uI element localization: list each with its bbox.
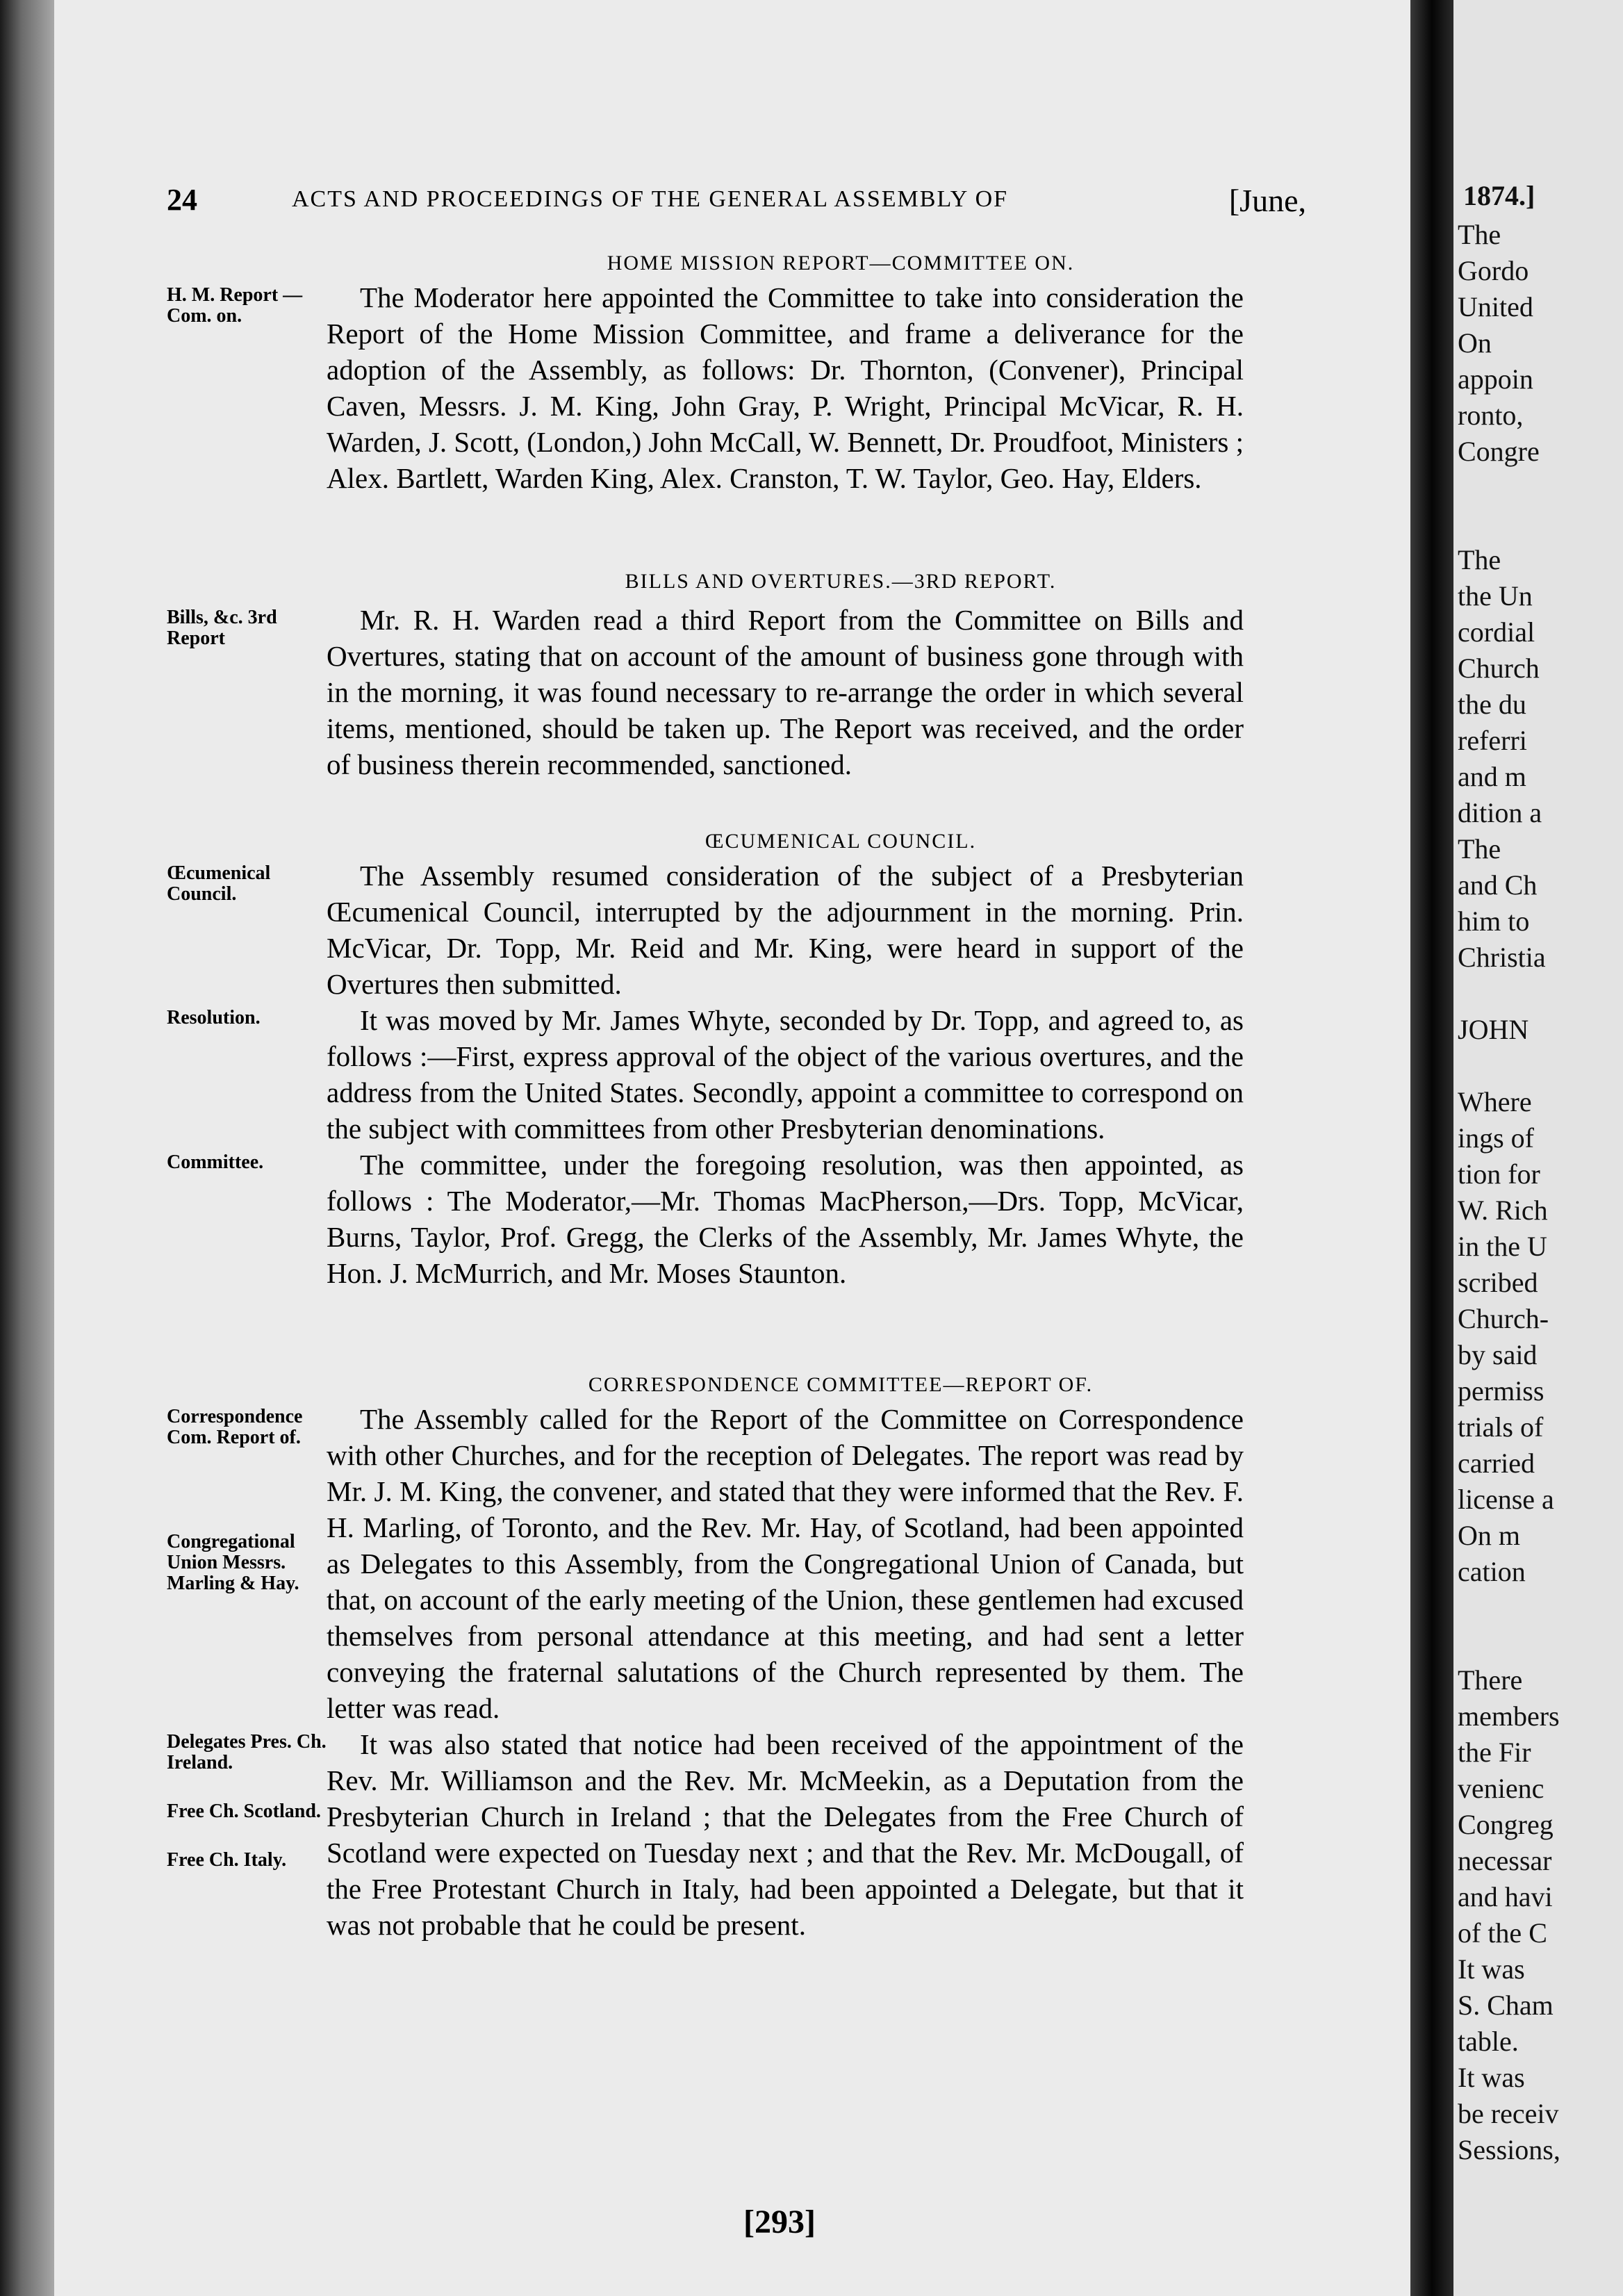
facing-page-line: The: [1458, 833, 1501, 864]
facing-page-line: On m: [1458, 1520, 1520, 1551]
section-bills-overtures: [167, 570, 1306, 782]
facing-page-line: Christia: [1458, 942, 1546, 973]
facing-page-line: ronto,: [1458, 400, 1524, 431]
facing-page-line: ings of: [1458, 1122, 1534, 1154]
facing-page-line: tion for: [1458, 1158, 1540, 1190]
facing-page-line: dition a: [1458, 797, 1542, 828]
facing-page-line: The: [1458, 544, 1501, 575]
section-oecumenical-council: [167, 830, 1306, 1291]
margin-note: Delegates Pres. Ch. Ireland.: [167, 1731, 327, 1773]
facing-page-line: Church: [1458, 653, 1540, 684]
running-title: ACTS AND PROCEEDINGS OF THE GENERAL ASSEMBLY OF: [292, 186, 1009, 212]
facing-page-line: him to: [1458, 905, 1530, 937]
facing-page-fragment: [1453, 0, 1623, 2296]
section-home-mission: [167, 252, 1306, 496]
margin-note: Bills, &c. 3rd Report: [167, 607, 277, 649]
facing-page-line: [1453, 976, 1623, 1012]
facing-page-line: Congre: [1458, 436, 1540, 467]
paragraph: The Assembly called for the Report of the Committee on Correspondence with other Churches, and for the reception of Delegates. The report was read by Mr. J. M. King, the convener, and stated that they were informed that the Rev. F. H. Marling, of Toronto, and the Rev. Mr. Hay, of Scotland, had been appointed as Delegates to this Assembly, from the Congregational Union of Canada, but that, on account of the early meeting of the Union, these gentlemen had excused themselves from personal attendance at this meeting, and had sent a letter conveying the fraternal salutations of the Church represented by them. The letter was read.: [327, 1403, 1244, 1724]
facing-page-line: It was: [1458, 1953, 1525, 1985]
facing-page-line: Where: [1458, 1086, 1532, 1117]
margin-note: Congregational Union Messrs. Marling & Hay.: [167, 1531, 299, 1594]
section-correspondence-committee: [167, 1373, 1306, 1943]
page-signature: [293]: [743, 2204, 816, 2240]
facing-page-line: the Fir: [1458, 1737, 1531, 1768]
facing-page-line: [1453, 470, 1623, 506]
facing-page-line: and m: [1458, 761, 1526, 792]
margin-note: H. M. Report —Com. on.: [167, 284, 303, 327]
facing-page-line: and Ch: [1458, 869, 1538, 901]
facing-page-line: W. Rich: [1458, 1195, 1548, 1226]
facing-page-line: S. Cham: [1458, 1990, 1554, 2021]
paragraph: The Assembly resumed consideration of the subject of a Presbyterian Œcumenical Council, interrupted by the adjournment in the morning. Prin. McVicar, Dr. Topp, Mr. Reid and Mr. King, were heard in support of the Overtures then submitted.: [327, 860, 1244, 1000]
scan-edge-left: [0, 0, 54, 2296]
margin-note: Resolution.: [167, 1007, 261, 1028]
facing-page-line: venienc: [1458, 1773, 1544, 1804]
facing-page-line: license a: [1458, 1484, 1554, 1515]
facing-page-line: [1453, 1048, 1623, 1084]
facing-page-line: referri: [1458, 725, 1527, 756]
facing-page-line: carried: [1458, 1448, 1535, 1479]
facing-page-line: scribed: [1458, 1267, 1538, 1298]
facing-page-line: in the U: [1458, 1231, 1547, 1262]
margin-note: Committee.: [167, 1151, 264, 1173]
facing-page-line: permiss: [1458, 1375, 1544, 1407]
book-gutter: [1410, 0, 1453, 2296]
facing-page-line: [1453, 1626, 1623, 1662]
section-title: HOME MISSION REPORT—COMMITTEE ON.: [607, 252, 1075, 274]
paragraph: It was moved by Mr. James Whyte, seconded by Dr. Topp, and agreed to, as follows :—First, express approval of the object of the various overtures, and the address from the United States. Secondly, appoint a committee to correspond on the subject with committees from other Presbyterian denominations.: [327, 1004, 1244, 1145]
facing-page-line: table.: [1458, 2026, 1519, 2057]
facing-page-line: the Un: [1458, 580, 1533, 612]
section-title: BILLS AND OVERTURES.—3RD REPORT.: [625, 570, 1057, 593]
margin-note: Correspondence Com. Report of.: [167, 1406, 303, 1448]
facing-page-line: It was: [1458, 2062, 1525, 2093]
facing-page-line: cordial: [1458, 616, 1535, 648]
facing-page-line: necessar: [1458, 1845, 1552, 1876]
facing-page-line: Congreg: [1458, 1809, 1554, 1840]
page-number: 24: [167, 183, 197, 217]
section-title: ŒCUMENICAL COUNCIL.: [705, 830, 977, 853]
facing-page-line: The: [1458, 219, 1501, 250]
facing-page-lines: [1453, 217, 1623, 2168]
facing-page-line: United: [1458, 291, 1533, 322]
margin-note-column: [167, 1726, 327, 1871]
facing-page-line: [1453, 1590, 1623, 1626]
section-title: CORRESPONDENCE COMMITTEE—REPORT OF.: [588, 1373, 1094, 1396]
facing-page-line: by said: [1458, 1339, 1538, 1370]
facing-page-line: the du: [1458, 689, 1526, 720]
facing-page-line: and havi: [1458, 1881, 1553, 1912]
facing-page-line: cation: [1458, 1556, 1526, 1587]
facing-page-line: [1453, 506, 1623, 542]
margin-note-column: [167, 1401, 327, 1594]
facing-page-line: trials of: [1458, 1411, 1544, 1443]
facing-page-line: There: [1458, 1664, 1523, 1696]
facing-page-line: of the C: [1458, 1917, 1547, 1949]
paragraph: The Moderator here appointed the Committee to take into consideration the Report of the Home Mission Committee, and frame a deliverance for the adoption of the Assembly, as follows: Dr. Thornton, (Convener), Principal Caven, Messrs. J. M. King, John Gray, P. Wright, Principal McVicar, R. H. Warden, J. Scott, (London,) John McCall, W. Bennett, Dr. Proudfoot, Ministers ; Alex. Bartlett, Warden King, Alex. Cranston, T. W. Taylor, Geo. Hay, Elders.: [327, 281, 1244, 494]
facing-page-line: On: [1458, 327, 1492, 359]
margin-note: Œcumenical Council.: [167, 862, 271, 905]
facing-page-line: Sessions,: [1458, 2134, 1560, 2165]
facing-page-line: JOHN: [1458, 1014, 1529, 1045]
running-head: [167, 182, 1306, 224]
margin-note: Free Ch. Italy.: [167, 1849, 287, 1871]
facing-page-line: Church-: [1458, 1303, 1549, 1334]
paragraph: The committee, under the foregoing resolution, was then appointed, as follows : The Moderator,—Mr. Thomas MacPherson,—Drs. Topp, McVicar, Burns, Taylor, Prof. Gregg, the Clerks of the Assembly, Mr. James Whyte, the Hon. J. McMurrich, and Mr. Moses Staunton.: [327, 1149, 1244, 1289]
facing-page-line: be receiv: [1458, 2098, 1559, 2129]
facing-page-line: members: [1458, 1700, 1560, 1732]
margin-note: Free Ch. Scotland.: [167, 1801, 321, 1822]
running-month: [June,: [1228, 183, 1306, 218]
facing-page-header: 1874.]: [1463, 180, 1535, 211]
paragraph: Mr. R. H. Warden read a third Report from the Committee on Bills and Overtures, stating that on account of the amount of business gone through with in the morning, it was found necessary to re-arrange the order in which several items, mentioned, should be taken up. The Report was received, and the order of business therein recommended, sanctioned.: [327, 604, 1244, 780]
paragraph: It was also stated that notice had been received of the appointment of the Rev. Mr. Williamson and the Rev. Mr. McMeekin, as a Deputation from the Presbyterian Church in Ireland ; that the Delegates from the Free Church of Scotland were expected on Tuesday next ; and that the Rev. Mr. McDougall, of the Free Protestant Church in Italy, had been appointed a Delegate, but that it was not probable that he could be present.: [327, 1728, 1244, 1941]
facing-page-line: appoin: [1458, 363, 1533, 395]
facing-page-line: Gordo: [1458, 255, 1529, 286]
